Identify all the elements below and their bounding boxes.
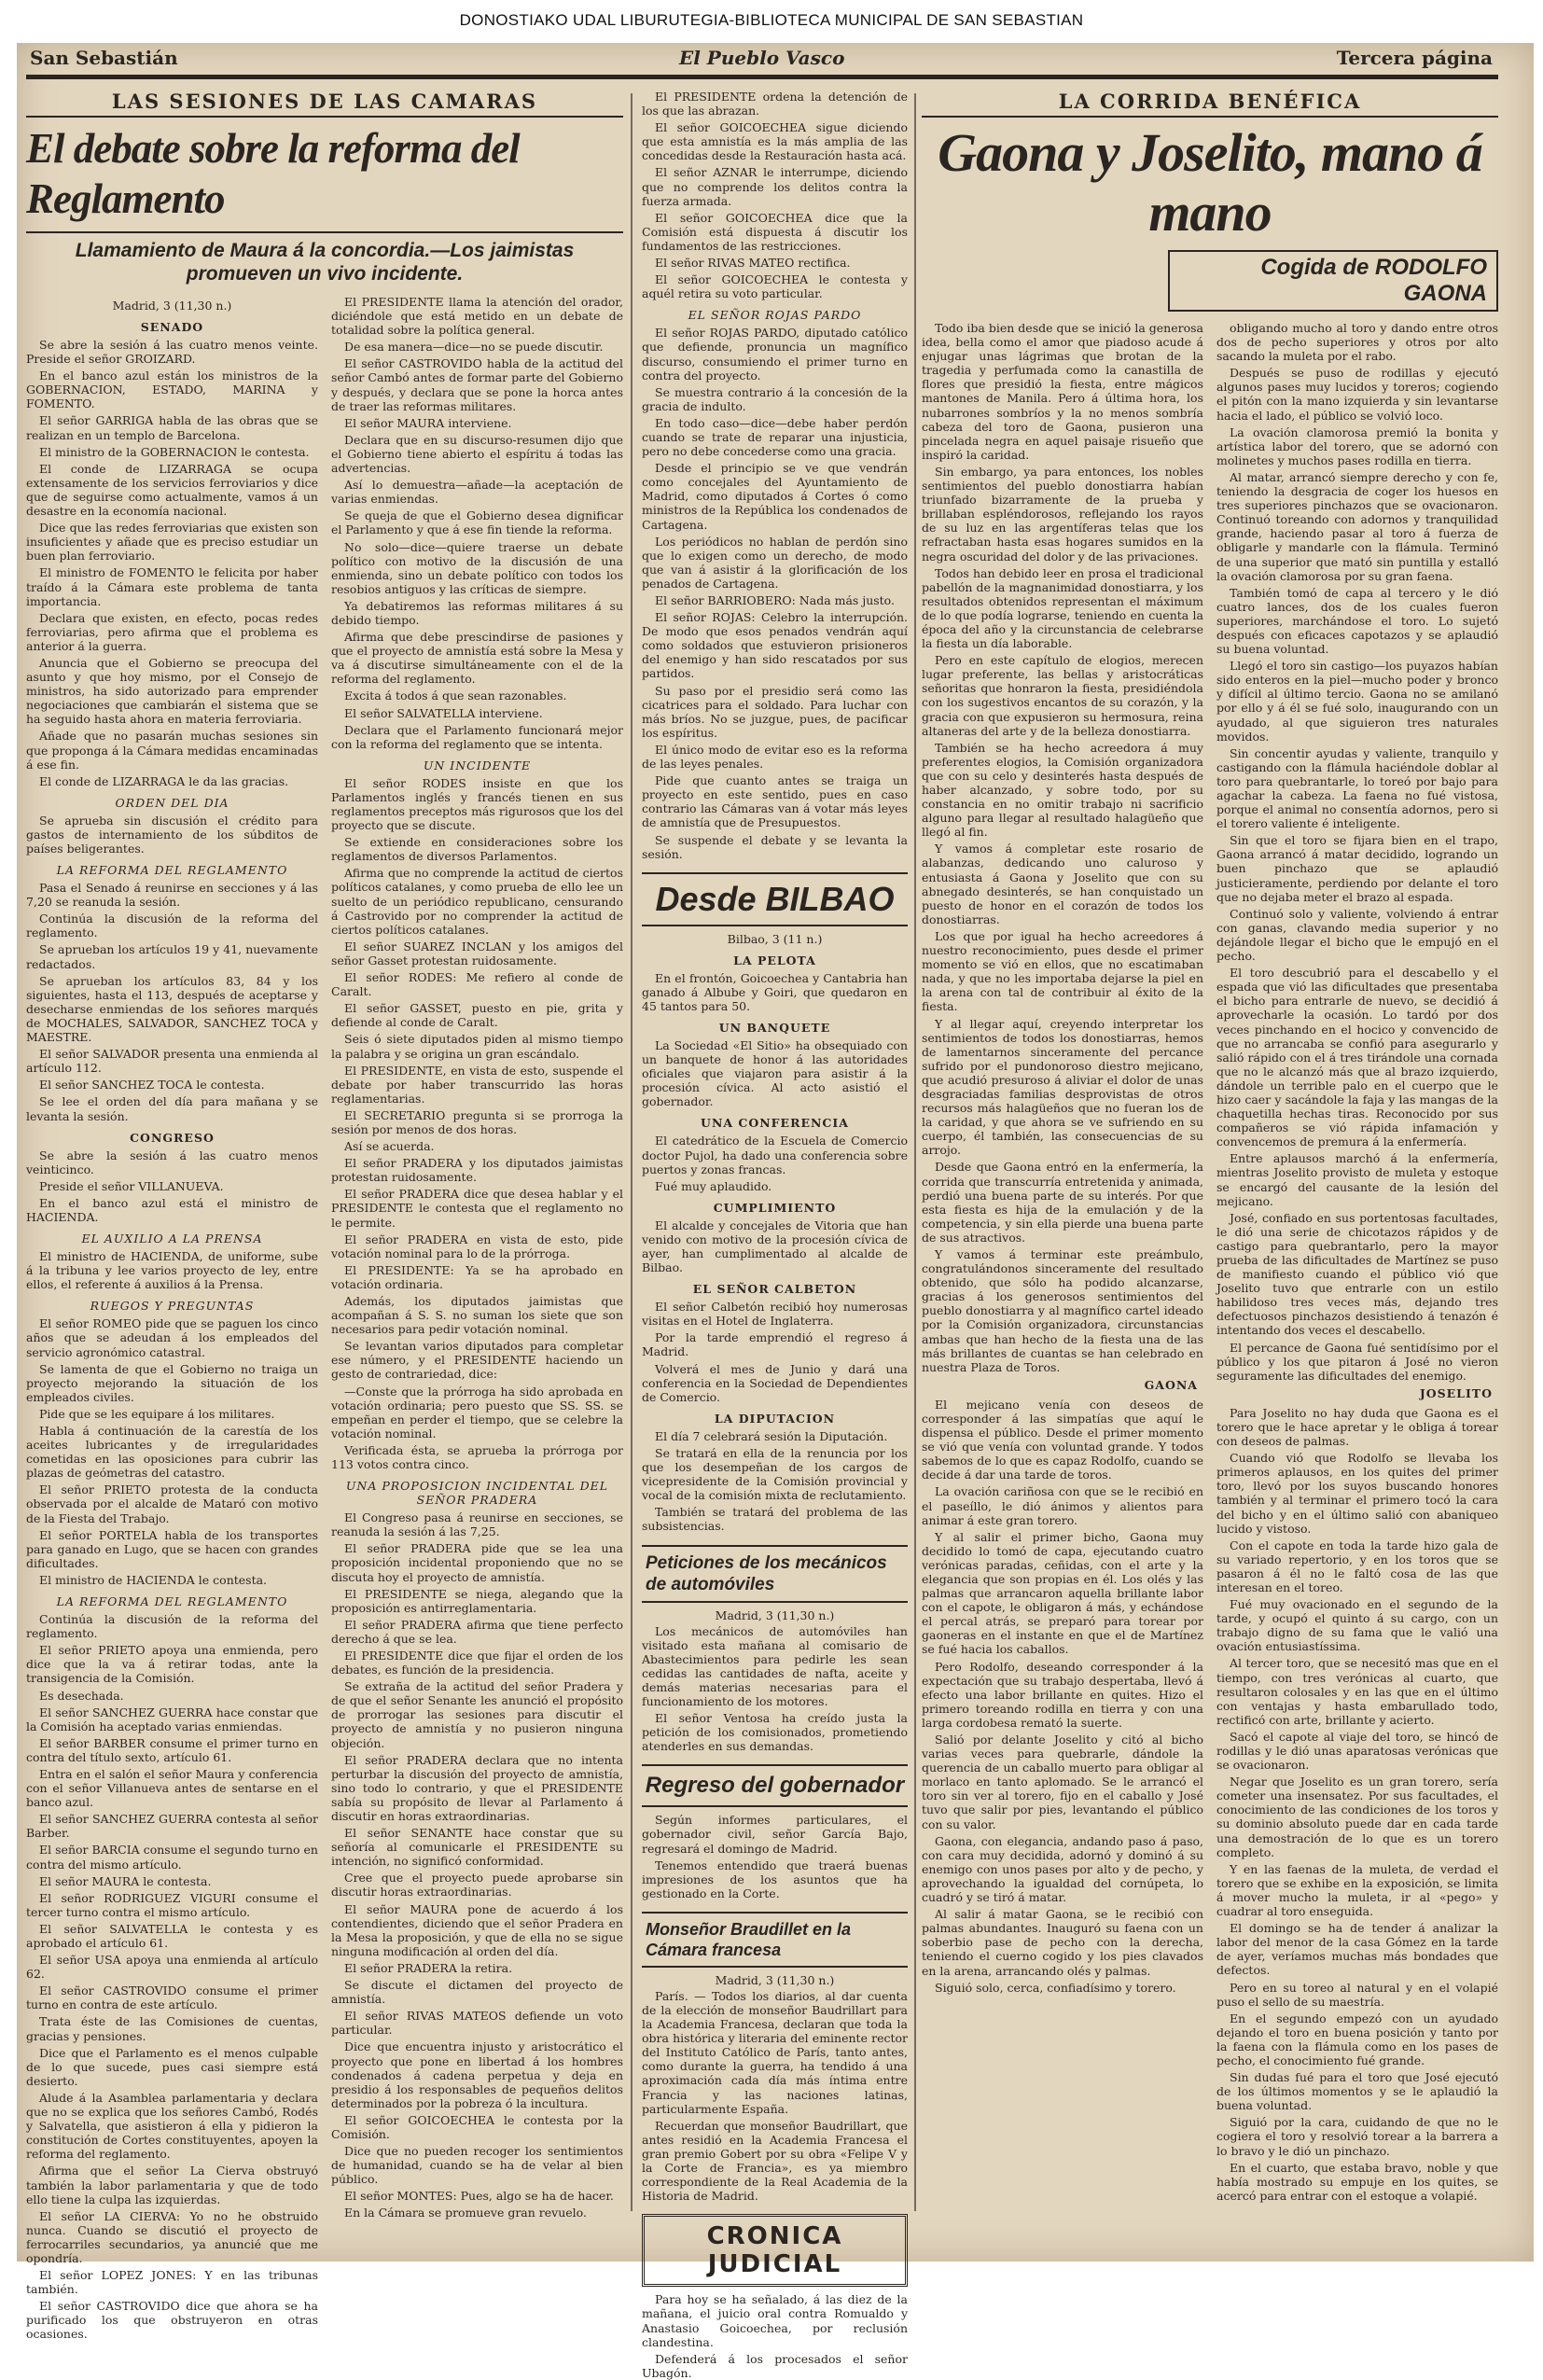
article-paragraph: El señor SANCHEZ GUERRA contesta al señor Barber.: [26, 1812, 318, 1841]
article-subcolumn-2: [1216, 321, 1498, 2206]
article-paragraph: Y en las faenas de la muleta, de verdad el torero que se exhibe en la exposición, se limita á mover mucho la muleta, ir al «pego» y cuadrar al toro enseguida.: [1216, 1861, 1498, 1919]
article-paragraph: Pide que cuanto antes se traiga un proyecto en este sentido, pues en caso contrario las Cámaras van á votar más leyes de amnistía que de Presupuestos.: [642, 773, 908, 830]
article-paragraph: El señor LOPEZ JONES: Y en las tribunas también.: [26, 2268, 318, 2297]
article-paragraph: Excita á todos á que sean razonables.: [344, 689, 567, 703]
subhead-pelota: LA PELOTA: [733, 953, 816, 967]
article-paragraph: Se discute el dictamen del proyecto de amnistía.: [331, 1978, 623, 2007]
article-paragraph: Tenemos entendido que traerá buenas impresiones de los asuntos que ha gestionado en la Corte.: [642, 1858, 908, 1900]
article-paragraph: Se extiende en consideraciones sobre los reglamentos de diversos Parlamentos.: [331, 835, 623, 864]
paragraph-group: [642, 326, 908, 860]
article-body-columns: [26, 295, 623, 2345]
subhead-senado: SENADO: [140, 320, 204, 334]
article-paragraph: Se extraña de la actitud del señor Pradera y de que el señor Senante les anunció el propósito de prorrogar las sesiones para discutir el proyecto de amnistía y no pusieron ninguna objeción.: [331, 1679, 623, 1750]
article-paragraph: El señor SALVATELLA interviene.: [344, 705, 543, 720]
article-paragraph: Declara que existen, en efecto, pocas redes ferroviarias, pero afirma que el problema es anterior á la guerra.: [26, 610, 318, 653]
subhead-auxilio-prensa: EL AUXILIO A LA PRENSA: [81, 1232, 263, 1246]
article-paragraph: Declara que el Parlamento funcionará mejor con la reforma del reglamento que se intenta.: [331, 722, 623, 751]
subhead-reforma-reglamento-2: LA REFORMA DEL REGLAMENTO: [56, 1594, 288, 1609]
article-paragraph: El señor PRIETO protesta de la conducta observada por el alcalde de Mataró con motivo de la Fiesta del Trabajo.: [26, 1482, 318, 1525]
article-paragraph: El domingo se ha de tender á analizar la labor del menor de la casa Gómez en la tarde de ayer, veríamos muchas más bondades que defectos.: [1216, 1921, 1498, 1978]
paragraph-group: [642, 1218, 908, 1274]
article-paragraph: El señor MAURA interviene.: [344, 415, 512, 430]
article-paragraph: Se lee el orden del día para mañana y se levanta la sesión.: [26, 1094, 318, 1123]
article-paragraph: Todo iba bien desde que se inició la generosa idea, bella como el amor que piadoso acude á enjugar unas lágrimas que brotan de la tragedia y perfumada como la canastilla de flores que presidió la fiesta, entre mágicos mantones de Manila. Pero á última hora, los nubarrones sombríos y la no menos sombría cabeza del toro de Gaona, pusieron una pincelada negra en aquel paisaje risueño que inspiró la caridad.: [922, 321, 1203, 462]
paragraph-group: [642, 1429, 908, 1534]
article-paragraph: José, confiado en sus portentosas facultades, le dió una serie de chicotazos rápidos y de castigo para quebrantarlo, pero la mayor prueba de las dificultades de Martínez se puso de manifiesto cuando el público vió que Joselito tuvo que entrarle con un estilo habilidoso tres veces más, dejando tres defectuosos pinchazos desistiendo á tenazón é intentando dos veces el descabello.: [1216, 1210, 1498, 1338]
subhead-reforma-reglamento: LA REFORMA DEL REGLAMENTO: [56, 863, 288, 878]
article-paragraph: El señor PRADERA en vista de esto, pide votación nominal para lo de la prórroga.: [331, 1232, 623, 1260]
article-paragraph: Recuerdan que monseñor Baudrillart, que antes residió en la Academia Francesa el gran premio Gobert por su obra «Felipe V y la Corte de Francia», es ya miembro correspondiente de la Real Academia de la Historia de Madrid.: [642, 2118, 908, 2204]
article-paragraph: Afirma que no comprende la actitud de ciertos políticos catalanes, y como prueba de ello lee un suelto de un periódico republicano, censurando á Castrovido por no comprender la actitud de ciertos políticos catalanes.: [331, 866, 623, 937]
article-paragraph: Gaona, con elegancia, andando paso á paso, con cara muy decidida, adornó y dominó á su enemigo con unos pases por alto y de pecho, y aprovechando la igualdad del cornúpeta, lo cuadró y se tiró á matar.: [922, 1833, 1203, 1905]
article-paragraph: obligando mucho al toro y dando entre otros dos de pecho superiores y otros por alto sacando la muleta por el rabo.: [1216, 321, 1498, 364]
article-paragraph: El ministro de HACIENDA, de uniforme, sube á la tribuna y lee varios proyecto de ley, entre ellos, el referente á auxilios á la Prensa.: [26, 1249, 318, 1292]
deck-llamamiento-maura: Llamamiento de Maura á la concordia.—Los jaimistas promueven un vivo incidente.: [26, 231, 623, 285]
article-paragraph: En todo caso—dice—debe haber perdón cuando se trate de reparar una injusticia, pero no debe concederse como una gracia.: [642, 415, 908, 459]
article-paragraph: Así lo demuestra—añade—la aceptación de varias enmiendas.: [331, 478, 623, 507]
article-paragraph: Añade que no pasarán muchas sesiones sin que proponga á la Cámara medidas encaminadas á ese fin.: [26, 729, 318, 772]
article-paragraph: Dice que las redes ferroviarias que existen son insuficientes y añade que es preciso estudiar un buen plan ferroviario.: [26, 521, 318, 564]
subhead-calbeton: EL SEÑOR CALBETON: [692, 1282, 857, 1297]
subhead-rojas-pardo: EL SEÑOR ROJAS PARDO: [688, 308, 862, 323]
article-paragraph: El señor GARRIGA habla de las obras que se realizan en un templo de Barcelona.: [26, 413, 318, 442]
article-paragraph: El señor SENANTE hace constar que su señoría al comunicarle el PRESIDENTE su intención, no significó conformidad.: [331, 1826, 623, 1869]
paragraph-group: [26, 881, 318, 1123]
article-paragraph: En el banco azul están los ministros de la GOBERNACION, ESTADO, MARINA y FOMENTO.: [26, 369, 318, 411]
article-paragraph: El señor SALVADOR presenta una enmienda al artículo 112.: [26, 1047, 318, 1076]
subhead-orden-del-dia: ORDEN DEL DIA: [115, 795, 229, 810]
article-corrida-benefica: [922, 90, 1498, 2226]
masthead-paper-name: El Pueblo Vasco: [679, 47, 845, 69]
article-paragraph: El señor RIVAS MATEOS defiende un voto particular.: [331, 2009, 623, 2038]
article-paragraph: Declara que en su discurso-resumen dijo que el Gobierno tiene abierto el espíritu á todas las advertencias.: [331, 432, 623, 476]
article-paragraph: El señor CASTROVIDO dice que ahora se ha purificado los que obstruyeron en otras ocasiones.: [26, 2299, 318, 2342]
article-paragraph: El PRESIDENTE llama la atención del orador, diciéndole que está metido en un debate de totalidad sobre la política general.: [331, 295, 623, 338]
article-paragraph: El señor BARCIA consume el segundo turno en contra del mismo artículo.: [26, 1843, 318, 1872]
article-paragraph: En el banco azul está el ministro de HACIENDA.: [26, 1195, 318, 1224]
article-paragraph: El catedrático de la Escuela de Comercio doctor Pujol, ha dado una conferencia sobre puertos y zonas francas.: [642, 1134, 908, 1176]
headline-debate-reforma: El debate sobre la reforma del Reglamento: [26, 125, 520, 222]
paragraph-group: [26, 814, 318, 856]
article-paragraph: El señor RODRIGUEZ VIGURI consume el tercer turno contra el mismo artículo.: [26, 1890, 318, 1919]
article-paragraph: El señor CASTROVIDO habla de la actitud del señor Cambó antes de formar parte del Gobierno y después, y declara que se pone la horca antes de traer las reformas militares.: [331, 356, 623, 413]
article-paragraph: El señor PRADERA la retira.: [344, 1960, 513, 1975]
article-paragraph: El señor ROJAS: Celebro la interrupción. De modo que esos penados vendrán aquí como soldados que estuvieron prisioneros del enemigo y han sido rescatados por sus partidos.: [642, 610, 908, 681]
subhead-banquete: UN BANQUETE: [718, 1020, 831, 1035]
article-paragraph: El señor PRIETO apoya una enmienda, pero dice que la va á retirar todas, ante la transigencia de la Comisión.: [26, 1643, 318, 1686]
article-paragraph: Sin concentir ayudas y valiente, tranquilo y castigando con la flámula haciéndole doblar al toro para quebrantarle, lo toreó por bajo para agachar la cabeza. La faena no fué vistosa, porque el animal no consentía adornos, pero si el torero valiente é inteligente.: [1216, 745, 1498, 831]
article-paragraph: El SECRETARIO pregunta si se prorroga la sesión por menos de dos horas.: [331, 1107, 623, 1136]
article-paragraph: El señor Calbetón recibió hoy numerosas visitas en el Hotel de Inglaterra.: [642, 1300, 908, 1329]
article-paragraph: La Sociedad «El Sitio» ha obsequiado con un banquete de honor á las autoridades oficiales que viajaron para asistir á la procesión cívica. Al acto asistió el gobernador.: [642, 1037, 908, 1109]
article-paragraph: Pero Rodolfo, deseando corresponder á la expectación que su trabajo despertaba, llevó á efecto una labor brillante en quites. Hizo el primero toreando rodilla en tierra y con una larga cordobesa remató la suerte.: [922, 1659, 1203, 1730]
article-paragraph: Se aprueban los artículos 19 y 41, nuevamente redactados.: [26, 942, 318, 971]
article-paragraph: Seis ó siete diputados piden al mismo tiempo la palabra y se origina un gran escándalo.: [331, 1032, 623, 1061]
article-paragraph: Pero en este capítulo de elogios, merecen lugar preferente, las bellas y aristocráticas señoritas que honraron la fiesta, presidiéndola con los sugestivos encantos de su corazón, y la gracia con que expusieron su hermosura, reina altaneras del arte y de la belleza donostiarra.: [922, 653, 1203, 738]
paragraph-group: [26, 1148, 318, 1224]
article-paragraph: También se ha hecho acreedora á muy preferentes elogios, la Comisión organizadora que con su celo y desinterés hasta después de haber alcanzado, y sobre todo, por su constancia en no omitir trabajo ni sacrificio alguno para llegar al resultado halagüeño que llegó al fin.: [922, 740, 1203, 840]
article-paragraph: Por la tarde emprendió el regreso á Madrid.: [642, 1330, 908, 1359]
subhead-cumplimiento: CUMPLIMIENTO: [713, 1200, 837, 1215]
paragraph-group: [922, 1398, 1203, 1995]
article-paragraph: Se abre la sesión á las cuatro menos veinticinco.: [26, 1148, 318, 1176]
article-subcolumn-2: [331, 295, 623, 2345]
dateline: Bilbao, 3 (11 n.): [727, 931, 823, 946]
library-banner: DONOSTIAKO UDAL LIBURUTEGIA-BIBLIOTECA MUNICIPAL DE SAN SEBASTIAN: [0, 0, 1543, 41]
article-paragraph: En la Cámara se promueve gran revuelo.: [344, 2206, 587, 2220]
paragraph-group: [642, 1134, 908, 1192]
article-paragraph: Defenderá á los procesados el señor Ubagón.: [642, 2351, 908, 2380]
article-paragraph: No solo—dice—quiere traerse un debate político con motivo de la discusión de una enmienda, sino un debate político con todos los resobios antiguos y las críticas de siempre.: [331, 539, 623, 596]
article-paragraph: Al matar, arrancó siempre derecho y con fe, teniendo la desgracia de coger los huesos en tres superiores pinchazos que se ovacionaron. Continuó toreando con adornos y tranquilidad grande, haciendo pasar al toro á fuerza de obligarle y mandarle con la flámula. Terminó de una superior que mató sin puntilla y estalló la ovación clamorosa por su gran faena.: [1216, 469, 1498, 583]
article-paragraph: Llegó el toro sin castigo—los puyazos habían sido enteros en la piel—mucho poder y bronco y difícil al último tercio. Gaona no se amilanó por ello y á él se fué solo, inaugurando con un ayudado, al que siguieron tres naturales movidos.: [1216, 659, 1498, 744]
paragraph-group: [642, 2292, 908, 2380]
article-paragraph: De esa manera—dice—no se puede discutir.: [344, 340, 604, 355]
article-paragraph: Siguió por la cara, cuidando de que no le cogiera el toro y resolvió torear a la barrera a lo bravo y le dió un pinchazo.: [1216, 2115, 1498, 2158]
article-paragraph: El señor AZNAR le interrumpe, diciendo que no comprende los delitos contra la fuerza armada.: [642, 165, 908, 208]
byline-cogida-gaona: Cogida de RODOLFO GAONA: [1168, 250, 1498, 312]
dateline: Madrid, 3 (11,30 n.): [112, 299, 232, 313]
article-paragraph: Dice que encuentra injusto y aristocrático el proyecto que pone en libertad á los hombres condenados á cadena perpetua y deja en presidio á los responsables de pequeños delitos determinados por la pobreza ó la incultura.: [331, 2039, 623, 2110]
article-paragraph: —Conste que la prórroga ha sido aprobada en votación ordinaria; pero puesto que SS. SS. se empeñan en perder el tiempo, que se celebre la votación nominal.: [331, 1384, 623, 1441]
subhead-proposicion-pradera: UNA PROPOSICION INCIDENTAL DEL SEÑOR PRADERA: [345, 1479, 609, 1508]
article-paragraph: El señor GOICOECHEA le contesta por la Comisión.: [331, 2112, 623, 2141]
article-paragraph: El señor PRADERA dice que desea hablar y el PRESIDENTE le contesta que el reglamento no le permite.: [331, 1187, 623, 1230]
article-paragraph: El señor USA apoya una enmienda al artículo 62.: [26, 1953, 318, 1982]
paragraph-group: [331, 776, 623, 1471]
article-paragraph: El PRESIDENTE se niega, alegando que la proposición es antirreglamentaria.: [331, 1586, 623, 1615]
article-paragraph: El señor LA CIERVA: Yo no he obstruido nunca. Cuando se discutió el proyecto de ferrocarriles secundarios, ya anuncié que me opondría.: [26, 2208, 318, 2265]
headline-gaona-joselito: Gaona y Joselito, mano á mano: [938, 122, 1482, 243]
article-paragraph: El señor PRADERA pide que se lea una proposición incidental proponiendo que no se discuta hoy el proyecto de amnistía.: [331, 1541, 623, 1584]
title-cronica-judicial: CRONICA JUDICIAL: [642, 2214, 908, 2287]
paragraph-group: [331, 1510, 623, 2220]
article-paragraph: Se suspende el debate y se levanta la sesión.: [642, 832, 908, 861]
article-paragraph: Cuando vió que Rodolfo se llevaba los primeros aplausos, en los quites del primer toro, llevó por los suyos buscando honores también y al terminar el primero tocó la cara del bicho y en el último salió con abaniqueo lucido y vistoso.: [1216, 1451, 1498, 1536]
article-paragraph: Continuó solo y valiente, volviendo á entrar con ganas, clavando media superior y no dejándole llegar el bicho que le empujó en el pecho.: [1216, 906, 1498, 964]
article-paragraph: Todos han debido leer en prosa el tradicional pabellón de la magnanimidad donostiarra, y los resultados obtenidos representan el máximum de lo que podía lograrse, teniendo en cuenta la época del año y la circunstancia de celebrarse la fiesta un día laborable.: [922, 565, 1203, 651]
article-paragraph: El conde de LIZARRAGA le da las gracias.: [39, 773, 289, 788]
paragraph-group: [26, 1249, 318, 1291]
dateline: Madrid, 3 (11,30 n.): [715, 1608, 835, 1622]
article-paragraph: El señor Ventosa ha creído justa la petición de los comisionados, prometiendo atenderles en sus demandas.: [642, 1711, 908, 1754]
article-paragraph: Sin que el toro se fijara bien en el trapo, Gaona arrancó á matar decidido, logrando un buen pinchazo que se aplaudió justicieramente, perdiendo por delante el toro que no dejaba meter el brazo al espada.: [1216, 833, 1498, 904]
article-paragraph: En el cuarto, que estaba bravo, noble y que había mostrado su empuje en los quites, se acercó para entrar con el estoque a volapié.: [1216, 2160, 1498, 2203]
title-regreso-gobernador: Regreso del gobernador: [642, 1764, 908, 1807]
article-paragraph: El PRESIDENTE ordena la detención de los que las abrazan.: [642, 90, 908, 118]
article-paragraph: Afirma que el señor La Cierva obstruyó también la labor parlamentaria y que de todo ello tiene la culpa las izquierdas.: [26, 2164, 318, 2206]
article-paragraph: El señor RODES insiste en que los Parlamentos inglés y francés tienen en sus reglamentos preceptos más rigurosos que los del proyecto que se discute.: [331, 775, 623, 833]
article-paragraph: El mejicano venía con deseos de corresponder á las simpatías que aquí le dispensa el público. Desde el primer momento se vió que venía con voluntad grande. Y todos sabemos de lo que es capaz Rodolfo, cuando se decide á dar una tarde de toros.: [922, 1397, 1203, 1482]
article-paragraph: El PRESIDENTE: Ya se ha aprobado en votación ordinaria.: [331, 1262, 623, 1291]
article-paragraph: Es desechada.: [39, 1688, 124, 1703]
article-paragraph: Se abre la sesión á las cuatro menos veinte. Preside el señor GROIZARD.: [26, 338, 318, 367]
paragraph-group: [26, 1612, 318, 2342]
article-paragraph: Sacó el capote al viaje del toro, se hincó de rodillas y le dió unas aparatosas verónicas que se ovacionaron.: [1216, 1729, 1498, 1773]
article-paragraph: Pide que se les equipare á los militares.: [39, 1406, 275, 1421]
article-paragraph: Ya debatiremos las reformas militares á su debido tiempo.: [331, 598, 623, 627]
middle-column: [642, 90, 908, 2380]
article-paragraph: El señor CASTROVIDO consume el primer turno en contra de este artículo.: [26, 1983, 318, 2012]
paragraph-group: [642, 1300, 908, 1404]
subhead-ruegos-preguntas: RUEGOS Y PREGUNTAS: [90, 1299, 255, 1314]
paragraph-group: [1216, 321, 1498, 1383]
article-paragraph: Pero en su toreo al natural y en el volapié puso el sello de su maestría.: [1216, 1980, 1498, 2009]
article-paragraph: El ministro de FOMENTO le felicita por haber traído á la Cámara este problema de tanta importancia.: [26, 565, 318, 608]
article-paragraph: Se muestra contrario á la concesión de la gracia de indulto.: [642, 384, 908, 413]
article-paragraph: El señor SUAREZ INCLAN y los amigos del señor Gasset protestan ruidosamente.: [331, 939, 623, 967]
paragraph-group: [642, 1038, 908, 1108]
column-rule: [631, 93, 632, 2211]
article-paragraph: Pasa el Senado á reunirse en secciones y á las 7,20 se reanuda la sesión.: [26, 881, 318, 910]
article-paragraph: Y al salir el primer bicho, Gaona muy decidido lo tomó de capa, ejecutando cuatro verónicas paradas, ceñidas, con el arte y la elegancia que son propias en él. Los olés y las palmas que arrancaron aquella brillante labor con el capote, le obligaron á más, y echándose el percal atrás, se preparó para torear por gaoneras en el instante en que el de Martínez se fué hacia los caballos.: [922, 1529, 1203, 1657]
article-paragraph: París. — Todos los diarios, al dar cuenta de la elección de monseñor Baudrillart para la Academia Francesa, declaran que toda la obra histórica y literaria del eminente rector del Instituto Católico de París, tanto antes, como durante la guerra, ha tendido á una aproximación cada día más íntima entre Francia y las naciones latinas, particularmente España.: [642, 1988, 908, 2116]
article-subcolumn-1: [922, 321, 1203, 2206]
article-paragraph: Volverá el mes de Junio y dará una conferencia en la Sociedad de Dependientes de Comercio.: [642, 1361, 908, 1404]
article-paragraph: El señor GOICOECHEA sigue diciendo que esta amnistía es la más amplia de las concedidas desde la Restauración hasta acá.: [642, 120, 908, 163]
article-paragraph: Se tratará en ella de la renuncia por los que los desempeñan de los cargos de vicepresidente de la Comisión provincial y vocal de la comisión mixta de reclutamiento.: [642, 1445, 908, 1503]
subhead-congreso: CONGRESO: [130, 1130, 215, 1145]
signature-gaona: GAONA: [1144, 1377, 1198, 1392]
article-paragraph: El ministro de la GOBERNACION le contesta.: [39, 444, 310, 459]
dateline: Madrid, 3 (11,30 n.): [715, 1972, 835, 1987]
article-paragraph: Sin embargo, ya para entonces, los nobles sentimientos del pueblo donostiarra habían triunfado bizarramente de la prueba y brillaban espléndorosos, reflejando los rayos de su luz en las argentíferas telas que los refractaban hasta esas hogares sumidos en la negra oscuridad del dolor y de las privaciones.: [922, 464, 1203, 564]
article-paragraph: Y vamos á terminar este preámbulo, congratulándonos sinceramente del resultado obtenido, que sólo ha podido alcanzarse, gracias á los generosos sentimientos del pueblo donostiarra y al magnífico cartel ideado por la Comisión organizadora, circunstancias ambas que han hecho de la fiesta una de las más brillantes de cuantas se han celebrado en nuestra Plaza de Toros.: [922, 1247, 1203, 1374]
article-paragraph: Se aprueban los artículos 83, 84 y los siguientes, hasta el 113, después de aceptarse y desecharse enmiendas de los señores marqués de MOCHALES, SALVADOR, SANCHEZ TOCA y MAESTRE.: [26, 973, 318, 1045]
article-paragraph: Desde el principio se ve que vendrán como concejales del Ayuntamiento de Madrid, como diputados á Cortes ó como ministros de la República los condenados de Cartagena.: [642, 461, 908, 532]
subhead-conferencia: UNA CONFERENCIA: [701, 1116, 849, 1131]
paragraph-group: [331, 295, 623, 751]
title-desde-bilbao: Desde BILBAO: [642, 872, 908, 926]
article-paragraph: Para hoy se ha señalado, á las diez de la mañana, el juicio oral contra Romualdo y Anastasio Goicoechea, por reclusión clandestina.: [642, 2292, 908, 2349]
article-paragraph: El señor SANCHEZ TOCA le contesta.: [39, 1078, 265, 1093]
article-paragraph: El señor PRADERA y los diputados jaimistas protestan ruidosamente.: [331, 1156, 623, 1185]
article-paragraph: Se queja de que el Gobierno desea dignificar el Parlamento y que á ese fin tiende la reforma.: [331, 508, 623, 537]
subhead-un-incidente: UN INCIDENTE: [423, 758, 532, 772]
article-paragraph: En el frontón, Goicoechea y Cantabria han ganado á Albube y Goiri, que quedaron en 45 tantos para 50.: [642, 970, 908, 1013]
section-title-sesiones: LAS SESIONES DE LAS CAMARAS: [26, 90, 623, 118]
article-paragraph: El señor RIVAS MATEO rectifica.: [655, 256, 851, 271]
article-paragraph: Continúa la discusión de la reforma del reglamento.: [26, 912, 318, 940]
article-paragraph: Entra en el salón el señor Maura y conferencia con el señor Villanueva antes de sentarse en el banco azul.: [26, 1766, 318, 1810]
article-paragraph: Habla á continuación de la carestía de los aceites lubricantes y de irregularidades cometidas en las oposiciones para cubrir las plazas de geómetras del catastro.: [26, 1424, 318, 1481]
article-paragraph: Alude á la Asamblea parlamentaria y declara que no se explica que los señores Cambó, Rodés y Salvatella, que asistieron á ella y pidieron la constitución de Cortes constituyentes, apoyen la reforma del reglamento.: [26, 2090, 318, 2162]
article-paragraph: Dice que el Parlamento es el menos culpable de lo que sucede, pues casi siempre está desierto.: [26, 2045, 318, 2088]
article-paragraph: Negar que Joselito es un gran torero, sería cometer una insensatez. Por sus facultades, el conocimiento de las condiciones de los toros y su dominio absoluto puede dar en cada tarde una demostración de lo que es un torero completo.: [1216, 1775, 1498, 1859]
article-paragraph: El conde de LIZARRAGA se ocupa extensamente de los servicios ferroviarios y dice que de seguirse como actualmente, vamos á un desastre en la economía nacional.: [26, 461, 318, 519]
article-paragraph: La ovación cariñosa con que se le recibió en el paseíllo, le dió ánimos y alientos para animar á este gran torero.: [922, 1484, 1203, 1527]
article-paragraph: Verificada ésta, se aprueba la prórroga por 113 votos contra cinco.: [331, 1442, 623, 1472]
paragraph-group: [922, 321, 1203, 1374]
article-paragraph: Así se acuerda.: [344, 1139, 435, 1154]
article-paragraph: El señor SALVATELLA le contesta y es aprobado el artículo 61.: [26, 1921, 318, 1950]
article-paragraph: El percance de Gaona fué sentidísimo por el público y los que pitaron á José no vieron seguramente las dificultades del enemigo.: [1216, 1340, 1498, 1383]
paragraph-group: [642, 971, 908, 1013]
section-title-corrida: LA CORRIDA BENÉFICA: [922, 90, 1498, 118]
article-paragraph: El señor GOICOECHEA dice que la Comisión está dispuesta á discutir los fundamentos de las restricciones.: [642, 210, 908, 253]
article-paragraph: La ovación clamorosa premió la bonita y artística labor del torero, que se adornó con molinetes y muchos pases rodilla en tierra.: [1216, 425, 1498, 467]
article-paragraph: Fué muy aplaudido.: [655, 1178, 772, 1193]
article-paragraph: Al salir á matar Gaona, se le recibió con palmas abundantes. Inauguró su faena con un soberbio pase de pecho con la derecha, teniendo el cuerno cogido y los pies clavados en la arena, arrancando olés y palmas.: [922, 1907, 1203, 1978]
article-paragraph: Los mecánicos de automóviles han visitado esta mañana al comisario de Abastecimientos para pedirle les sean cedidas las cantidades de nafta, aceite y demás materias necesarias para el funcionamiento de los motores.: [642, 1623, 908, 1708]
article-paragraph: Sin dudas fué para el toro que José ejecutó de los últimos momentos y se le aplaudió la buena voluntad.: [1216, 2070, 1498, 2113]
article-paragraph: El señor GOICOECHEA le contesta y aquél retira su voto particular.: [642, 272, 908, 301]
paragraph-group: [26, 1316, 318, 1587]
article-paragraph: Cree que el proyecto puede aprobarse sin discutir horas extraordinarias.: [331, 1871, 623, 1900]
article-paragraph: El señor MAURA pone de acuerdo á los contendientes, diciendo que el señor Pradera en la Mesa la proposición, y que de ella no se sigue ninguna modificación al orden del día.: [331, 1901, 623, 1958]
title-mecanicos-automoviles: Peticiones de los mecánicos de automóviles: [642, 1545, 908, 1603]
article-paragraph: Afirma que debe prescindirse de pasiones y que el proyecto de amnistía está sobre la Mesa y va á discutirse simultáneamente con el de la reforma del reglamento.: [331, 630, 623, 687]
article-paragraph: Anuncia que el Gobierno se preocupa del asunto y que hoy mismo, por el Consejo de ministros, ha sido autorizado para emprender negociaciones que cambiarán el sistema que se ha seguido hasta ahora en materia ferroviaria.: [26, 655, 318, 727]
article-paragraph: En el segundo empezó con un ayudado dejando el toro en buena posición y tanto por la faena con la flámula como en los pases de pecho, el conocimiento fué grande.: [1216, 2011, 1498, 2067]
article-paragraph: El señor MONTES: Pues, algo se ha de hacer.: [344, 2189, 614, 2204]
article-paragraph: Trata éste de las Comisiones de cuentas, gracias y pensiones.: [26, 2014, 318, 2043]
article-paragraph: Entre aplausos marchó á la enfermería, mientras Joselito provisto de muleta y estoque se encargó del causante de la lesión del mejicano.: [1216, 1151, 1498, 1208]
article-paragraph: Los periódicos no hablan de perdón sino que lo exigen como un derecho, de modo que van á asistir á la glorificación de los penados de Cartagena.: [642, 534, 908, 591]
article-paragraph: Se aprueba sin discusión el crédito para gastos de internamiento de los súbditos de países beligerantes.: [26, 813, 318, 856]
column-rule: [914, 93, 916, 2211]
article-paragraph: El señor PRADERA afirma que tiene perfecto derecho á que se lea.: [331, 1617, 623, 1646]
article-paragraph: Fué muy ovacionado en el segundo de la tarde, y ocupó el quinto á su cargo, con un trabajo digno de su fama que le valió una ovación entusiastíssima.: [1216, 1597, 1498, 1654]
article-paragraph: Además, los diputados jaimistas que acompañan á S. S. no suman los siete que son necesarios para pedir votación nominal.: [331, 1294, 623, 1337]
masthead: [26, 43, 1498, 79]
masthead-page-number: Tercera página: [1336, 47, 1493, 69]
article-paragraph: El señor GASSET, puesto en pie, grita y defiende al conde de Caralt.: [331, 1001, 623, 1030]
article-paragraph: Desde que Gaona entró en la enfermería, la corrida que transcurría entretenida y animada, perdió una buena parte de su interés. Por que esta fiesta es hija de la emulación y de la competencia, y sin ella pierde una buena parte de sus atractivos.: [922, 1160, 1203, 1245]
article-paragraph: El señor MAURA le contesta.: [39, 1873, 212, 1888]
article-subcolumn-1: [26, 295, 318, 2345]
paragraph-group: [642, 1624, 908, 1754]
article-body-columns: [922, 321, 1498, 2206]
article-debate-reglamento: [26, 90, 623, 2342]
article-paragraph: Con el capote en toda la tarde hizo gala de su variado repertorio, y en los toros que se pasaron á él no le faltó cosa de las que interesan en el toreo.: [1216, 1538, 1498, 1594]
article-paragraph: Continúa la discusión de la reforma del reglamento.: [26, 1612, 318, 1641]
article-paragraph: Al tercer toro, que se necesitó mas que en el tiempo, con tres verónicas al cuarto, que resultaron colosales y en las que en el último con ventajas y hasta embarullado todo, rectificó con arte, brillante y acierto.: [1216, 1656, 1498, 1727]
article-paragraph: Y al llegar aquí, creyendo interpretar los sentimientos de todos los donostiarras, hemos de lamentarnos sinceramente del percance sufrido por el pundonoroso diestro mejicano, que acudió presuroso á aliviar el dolor de unas desgraciadas familias desprovistas de otros recursos más halagüeños que no fueran los de la caridad, y que ahora se ve sufriendo en su cuerpo, él también, las consecuencias de su arrojo.: [922, 1016, 1203, 1158]
article-paragraph: El señor BARBER consume el primer turno en contra del título sexto, artículo 61.: [26, 1735, 318, 1764]
article-paragraph: Según informes particulares, el gobernador civil, señor García Bajo, regresará el domingo de Madrid.: [642, 1813, 908, 1856]
paragraph-group: [642, 1813, 908, 1900]
article-paragraph: El PRESIDENTE dice que fijar el orden de los debates, es función de la presidencia.: [331, 1648, 623, 1677]
article-paragraph: Los que por igual ha hecho acreedores á nuestro reconocimiento, pues desde el primer momento se vió en ellos, que no escatimaban nada, y que no les importaba dejarse la piel en la arena con tal de contribuir al éxito de la fiesta.: [922, 928, 1203, 1014]
article-paragraph: El señor PRADERA declara que no intenta perturbar la discusión del proyecto de amnistía, sino todo lo contrario, y que el PRESIDENTE sabía su propósito de llevar al Parlamento á discutir en horas extraordinarias.: [331, 1752, 623, 1823]
paragraph-group: [642, 90, 908, 300]
article-paragraph: Siguió solo, cerca, confiadísimo y torero.: [935, 1980, 1176, 1995]
article-paragraph: El PRESIDENTE, en vista de esto, suspende el debate por haber transcurrido las horas reglamentarias.: [331, 1063, 623, 1106]
article-paragraph: El ministro de HACIENDA le contesta.: [39, 1572, 268, 1587]
article-paragraph: El Congreso pasa á reunirse en secciones, se reanuda la sesión á las 7,25.: [331, 1510, 623, 1539]
title-monsenor-braudillet: Monseñor Braudillet en la Cámara francesa: [642, 1912, 908, 1968]
article-paragraph: El señor BARRIOBERO: Nada más justo.: [655, 593, 895, 607]
subhead-diputacion: LA DIPUTACION: [714, 1411, 836, 1426]
article-paragraph: El señor ROMEO pide que se paguen los cinco años que se adeudan á los empleados del servicio agronómico catastral.: [26, 1316, 318, 1359]
paragraph-group: [642, 1989, 908, 2203]
article-paragraph: También se tratará del problema de las subsistencias.: [642, 1505, 908, 1534]
article-paragraph: El señor PORTELA habla de los transportes para ganado en Lugo, que se hacen con grandes dificultades.: [26, 1527, 318, 1570]
article-paragraph: Y vamos á completar este rosario de alabanzas, dedicando uno caluroso y entusiasta á Gaona y Joselito que con su abnegado desinterés, se han conquistado un puesto de honor en el corazón de todos los donostiarras.: [922, 842, 1203, 926]
article-paragraph: Su paso por el presidio será como las cicatrices para el soldado. Para luchar con más bríos. No se juzgue, pues, de pacificar los espíritus.: [642, 683, 908, 740]
article-paragraph: Preside el señor VILLANUEVA.: [39, 1178, 224, 1193]
masthead-city: San Sebastián: [30, 47, 178, 69]
article-paragraph: El único modo de evitar eso es la reforma de las leyes penales.: [642, 742, 908, 772]
article-paragraph: El señor SANCHEZ GUERRA hace constar que la Comisión ha aceptado varias enmiendas.: [26, 1705, 318, 1733]
article-paragraph: Dice que no pueden recoger los sentimientos de humanidad, cuando se ha de velar al bien público.: [331, 2144, 623, 2187]
article-paragraph: El alcalde y concejales de Vitoria que han venido con motivo de la procesión cívica de ayer, han cumplimentado al alcalde de Bilbao.: [642, 1218, 908, 1275]
article-paragraph: El señor RODES: Me refiero al conde de Caralt.: [331, 970, 623, 999]
paragraph-group: [26, 338, 318, 788]
article-paragraph: Después se puso de rodillas y ejecutó algunos pases muy lucidos y toreros; cogiendo el pitón con la mano izquierda y sin levantarse hacia el lado, el público se volvió loco.: [1216, 366, 1498, 423]
article-paragraph: El señor ROJAS PARDO, diputado católico que defiende, pronuncia un magnífico discurso, consumiendo el primer turno en contra del proyecto.: [642, 326, 908, 383]
article-paragraph: El día 7 celebrará sesión la Diputación.: [655, 1428, 888, 1443]
article-paragraph: El toro descubrió para el descabello y el espada que vió las dificultades que presentaba el bicho para entrarle de nuevo, se decidió á aprovecharle la ocasión. Lo tardó por dos veces pinchando en el hocico y convencido de que no arrancaba se confió para asegurarlo y salió rápido con el á tres tirándole una cornada que no le alcanzó más que al brazo izquierdo, dándole un terrible palo en el cuerpo que le hizo caer y sacándole la faja y las mangas de la chaquetilla hechas tiras. Reconocido por sus compañeros se vió rápida infamación y convencemos de premura á la enfermería.: [1216, 966, 1498, 1149]
article-paragraph: Se levantan varios diputados para completar ese número, y el PRESIDENTE haciendo un gesto de contrariedad, dice:: [331, 1339, 623, 1382]
article-paragraph: Salió por delante Joselito y citó al bicho varias veces para quebrarle, dándole la querencia de un caballo muerto para obligar al morlaco en tanto aplomado. Se le arrancó el toro sin ver al torero, fijo en el caballo y José tuvo que salir por pies, levantando el público con su valor.: [922, 1733, 1203, 1831]
signature-joselito: JOSELITO: [1419, 1385, 1493, 1400]
article-paragraph: También tomó de capa al tercero y le dió cuatro lances, dos de los cuales fueron superiores, marchándose el toro. Lo sujetó después con eficaces capotazos y se aplaudió su buena voluntad.: [1216, 585, 1498, 657]
article-paragraph: Se lamenta de que el Gobierno no traiga un proyecto mejorando la situación de los empleados civiles.: [26, 1361, 318, 1404]
paragraph-group: [1216, 1406, 1498, 2203]
article-paragraph: Para Joselito no hay duda que Gaona es el torero que le hace apretar y le obliga á torear con deseos de palmas.: [1216, 1405, 1498, 1449]
